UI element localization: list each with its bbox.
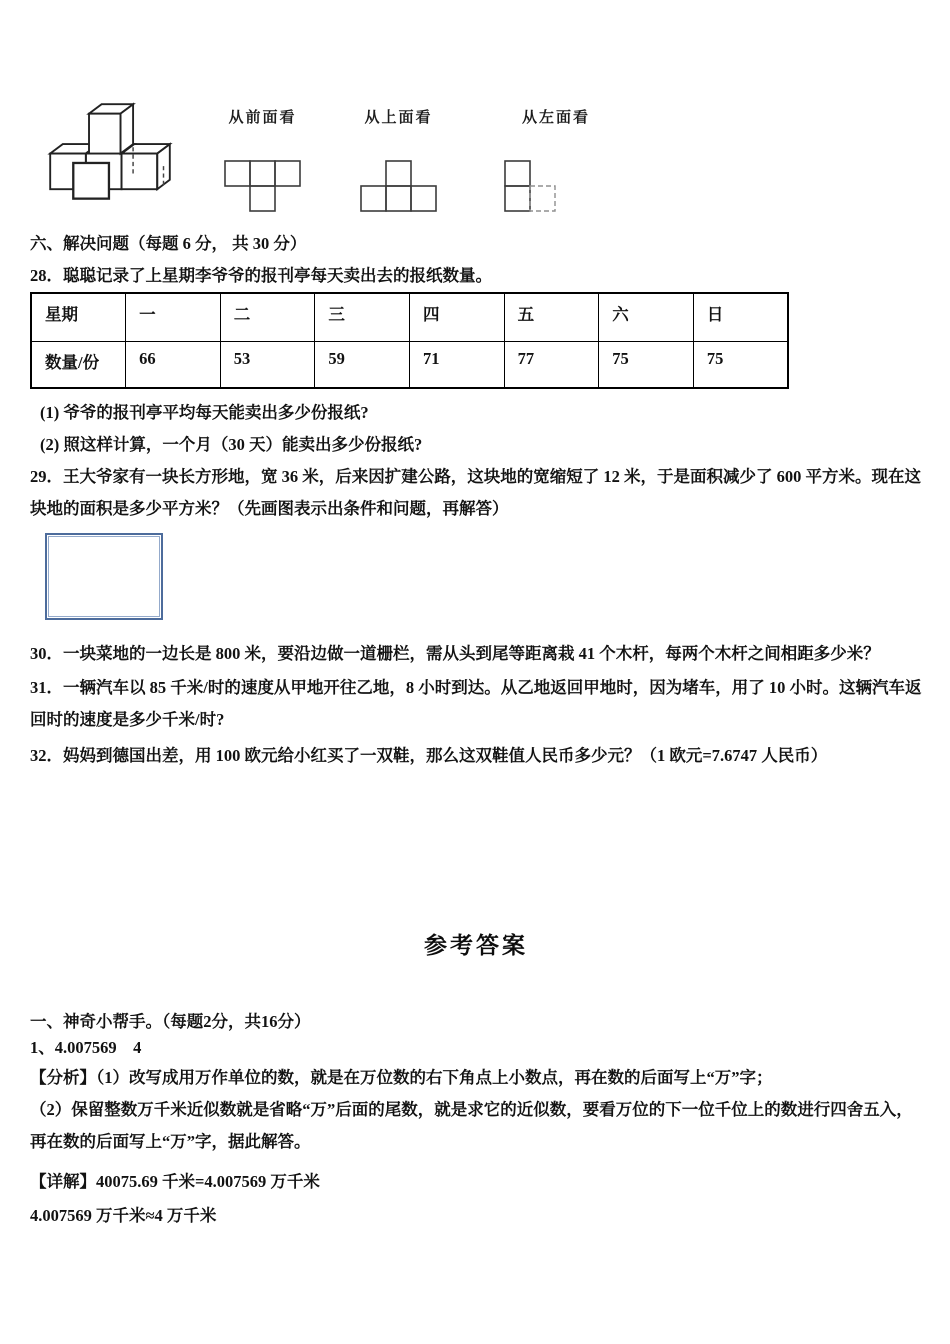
- day-cell: 三: [315, 293, 410, 341]
- cube-arrangement-3d-figure: [46, 102, 174, 204]
- table-header-quantity: 数量/份: [31, 341, 126, 388]
- qty-cell: 71: [410, 341, 505, 388]
- section-six-heading: 六、解决问题（每题 6 分， 共 30 分）: [30, 234, 307, 253]
- answer-1-detail-line1: 【详解】40075.69 千米=4.007569 万千米: [30, 1172, 320, 1191]
- drawing-box: [45, 533, 163, 620]
- cube-views-figure: [0, 0, 950, 222]
- front-view-shape: [224, 160, 301, 212]
- front-view-block: [224, 106, 301, 212]
- answer-1-analysis-line2: （2）保留整数万千米近似数就是省略“万”后面的尾数，就是求它的近似数，要看万位的下一位千位上的数进行四舍五入，再在数的后面写上“万”字，据此解答。: [30, 1100, 913, 1151]
- qty-cell: 75: [693, 341, 788, 388]
- question-31: 31．一辆汽车以 85 千米/时的速度从甲地开往乙地，8 小时到达。从乙地返回甲地时，因为堵车，用了 10 小时。这辆汽车返回时的速度是多少千米/时?: [30, 678, 922, 729]
- top-view-block: [360, 106, 437, 212]
- top-view-shape: [360, 160, 437, 212]
- day-cell: 二: [220, 293, 315, 341]
- question-30: 30．一块菜地的一边长是 800 米，要沿边做一道栅栏，需从头到尾等距离栽 41 个木杆，每两个木杆之间相距多少米？: [30, 644, 880, 663]
- qty-cell: 77: [504, 341, 599, 388]
- table-row-quantity: [31, 341, 788, 388]
- answer-1-detail-line2: 4.007569 万千米≈4 万千米: [30, 1206, 217, 1225]
- day-cell: 日: [693, 293, 788, 341]
- question-28-sub1: (1) 爷爷的报刊亭平均每天能卖出多少份报纸?: [40, 403, 369, 422]
- table-header-week: 星期: [31, 293, 126, 341]
- newspaper-sales-table: [30, 292, 789, 389]
- question-content: [0, 228, 950, 1232]
- table-row-days: [31, 293, 788, 341]
- qty-cell: 75: [599, 341, 694, 388]
- answers-title: 参考答案: [424, 932, 528, 958]
- question-28-intro: 28．聪聪记录了上星期李爷爷的报刊亭每天卖出去的报纸数量。: [30, 266, 492, 285]
- day-cell: 六: [599, 293, 694, 341]
- day-cell: 一: [126, 293, 221, 341]
- left-view-block: [504, 106, 591, 212]
- qty-cell: 59: [315, 341, 410, 388]
- top-view-label: 从上面看: [364, 109, 433, 126]
- question-28-sub2: (2) 照这样计算，一个月（30 天）能卖出多少份报纸?: [40, 435, 423, 454]
- qty-cell: 66: [126, 341, 221, 388]
- left-view-label: 从左面看: [522, 109, 591, 126]
- front-view-label: 从前面看: [228, 109, 297, 126]
- question-32: 32．妈妈到德国出差，用 100 欧元给小红买了一双鞋，那么这双鞋值人民币多少元？（1 欧元=7.6747 人民币）: [30, 746, 828, 765]
- day-cell: 五: [504, 293, 599, 341]
- answer-1: 1、4.007569 4: [30, 1038, 142, 1057]
- day-cell: 四: [410, 293, 505, 341]
- left-view-shape: [504, 160, 556, 212]
- answers-section-one-heading: 一、神奇小帮手。（每题2分，共16分）: [30, 1012, 311, 1031]
- qty-cell: 53: [220, 341, 315, 388]
- answer-1-analysis-line1: 【分析】（1）改写成用万作单位的数，就是在万位数的右下角点上小数点，再在数的后面写上“万”字；: [30, 1068, 773, 1087]
- question-29: 29．王大爷家有一块长方形地，宽 36 米，后来因扩建公路，这块地的宽缩短了 12 米，于是面积减少了 600 平方米。现在这块地的面积是多少平方米？（先画图表示出条件和问题，再解答）: [30, 467, 921, 518]
